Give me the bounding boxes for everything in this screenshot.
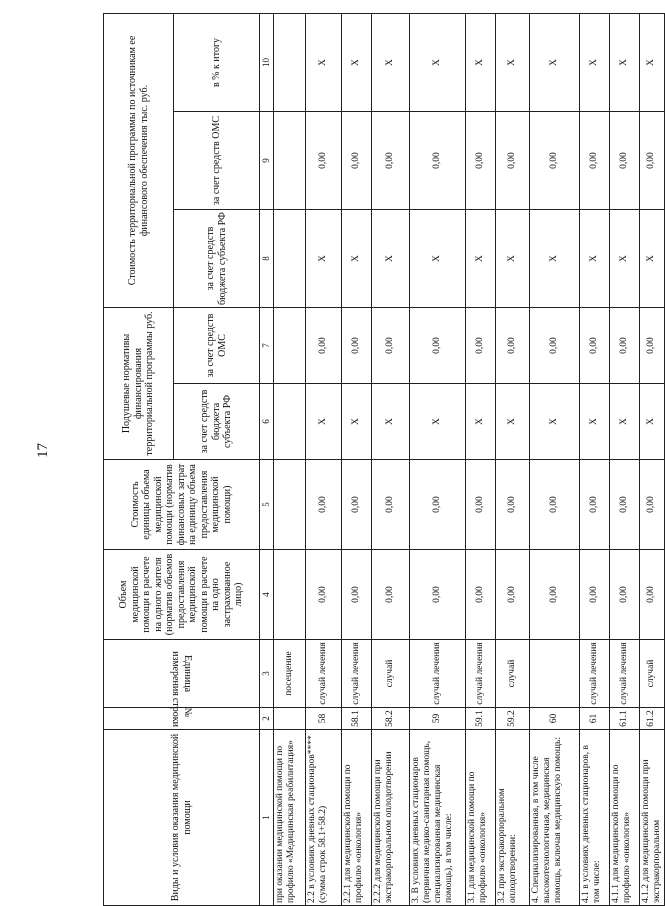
row-unit: случай лечения	[610, 640, 640, 708]
table-row	[274, 13, 306, 905]
row-line-number	[274, 708, 306, 730]
row-value-col7: 0,00	[342, 308, 372, 384]
header-percent: в % к итогу	[174, 13, 260, 111]
row-value-col8: Х	[466, 210, 496, 308]
row-value-col9: 0,00	[306, 112, 342, 210]
row-value-col8: Х	[372, 210, 410, 308]
row-line-number: 59.2	[496, 708, 530, 730]
row-value-col7: 0,00	[410, 308, 466, 384]
row-unit: случай лечения	[342, 640, 372, 708]
rotated-table-frame	[103, 14, 662, 906]
row-value-col4: 0,00	[466, 550, 496, 640]
column-number-3: 3	[260, 640, 274, 708]
row-value-col6: Х	[530, 384, 580, 460]
row-unit: случай	[496, 640, 530, 708]
row-value-col4: 0,00	[610, 550, 640, 640]
column-number-1: 1	[260, 730, 274, 906]
row-value-col9: 0,00	[342, 112, 372, 210]
row-unit: посещение	[274, 640, 306, 708]
table-sheet	[103, 14, 662, 906]
row-value-col9	[274, 112, 306, 210]
row-value-col10: Х	[530, 13, 580, 111]
table-row	[372, 13, 410, 905]
row-value-col5: 0,00	[372, 460, 410, 550]
row-line-number: 58	[306, 708, 342, 730]
row-value-col10: Х	[610, 13, 640, 111]
row-line-number: 58.2	[372, 708, 410, 730]
table-row	[530, 13, 580, 905]
table-row	[342, 13, 372, 905]
row-unit: случай лечения	[580, 640, 610, 708]
table-row	[610, 13, 640, 905]
column-numbers-row	[260, 13, 274, 905]
row-value-col4: 0,00	[580, 550, 610, 640]
row-value-col5: 0,00	[496, 460, 530, 550]
row-value-col6: Х	[342, 384, 372, 460]
row-value-col10: Х	[342, 13, 372, 111]
row-label: 4.1.1 для медицинской помощи по профилю «онкология»	[610, 730, 640, 906]
row-value-col6: Х	[580, 384, 610, 460]
row-value-col7: 0,00	[640, 308, 665, 384]
header-program-cost-group: Стоимость территориальной программы по источникам ее финансового обеспечения тыс. руб.	[104, 13, 174, 307]
row-value-col8: Х	[410, 210, 466, 308]
row-value-col7	[274, 308, 306, 384]
row-value-col4: 0,00	[530, 550, 580, 640]
row-label: 4.1 в условиях дневных стационаров, в том числе:	[580, 730, 610, 906]
column-number-10: 10	[260, 13, 274, 111]
row-value-col10: Х	[410, 13, 466, 111]
row-value-col4: 0,00	[372, 550, 410, 640]
row-label: 3. В условиях дневных стационаров (первичная медико-санитарная помощь, специализированная медицинская помощь), в том числе:	[410, 730, 466, 906]
row-value-col7: 0,00	[496, 308, 530, 384]
row-unit	[530, 640, 580, 708]
row-value-col4: 0,00	[496, 550, 530, 640]
table-row	[410, 13, 466, 905]
header-per-capita-budget: за счет средств бюджета субъекта РФ	[174, 384, 260, 460]
header-volume: Объем медицинской помощи в расчете на одного жителя (норматив объемов предоставления медицинской помощи в расчете на одно застрахованное лицо)	[104, 550, 260, 640]
column-number-7: 7	[260, 308, 274, 384]
row-label: 2.2.1 для медицинской помощи по профилю «онкология»	[342, 730, 372, 906]
row-value-col9: 0,00	[640, 112, 665, 210]
row-value-col9: 0,00	[580, 112, 610, 210]
header-line-number-text: № строки	[170, 697, 193, 727]
row-value-col6: Х	[372, 384, 410, 460]
table-row	[306, 13, 342, 905]
table-row	[640, 13, 665, 905]
table-row	[496, 13, 530, 905]
row-unit: случай лечения	[466, 640, 496, 708]
row-value-col5: 0,00	[306, 460, 342, 550]
row-label: 3.2 при экстракорпоральном оплодотворении:	[496, 730, 530, 906]
row-value-col10: Х	[496, 13, 530, 111]
row-value-col6: Х	[610, 384, 640, 460]
row-value-col7: 0,00	[466, 308, 496, 384]
row-label: 2.2.2 для медицинской помощи при экстракорпоральном оплодотворении	[372, 730, 410, 906]
table-row	[466, 13, 496, 905]
row-value-col6: Х	[466, 384, 496, 460]
header-line-number	[104, 697, 260, 730]
column-number-8: 8	[260, 210, 274, 308]
header-unit-cost: Стоимость единицы объема медицинской помощи (норматив финансовых затрат на единицу объема предоставления медицинской помощи)	[104, 460, 260, 550]
row-line-number: 59	[410, 708, 466, 730]
row-label: 3.1 для медицинской помощи по профилю «онкология»	[466, 730, 496, 906]
row-value-col6	[274, 384, 306, 460]
row-value-col9: 0,00	[410, 112, 466, 210]
page-number: 17	[35, 443, 51, 458]
row-value-col9: 0,00	[466, 112, 496, 210]
row-value-col5: 0,00	[580, 460, 610, 550]
row-value-col6: Х	[496, 384, 530, 460]
row-value-col6: Х	[640, 384, 665, 460]
header-unit-text: Единица измерения	[170, 651, 193, 696]
row-value-col9: 0,00	[530, 112, 580, 210]
header-kinds: Виды и условия оказания медицинской помощи	[104, 730, 260, 906]
row-line-number: 61.2	[640, 708, 665, 730]
row-value-col5: 0,00	[610, 460, 640, 550]
row-line-number: 61	[580, 708, 610, 730]
table-row	[580, 13, 610, 905]
row-value-col10: Х	[306, 13, 342, 111]
row-unit: случай	[372, 640, 410, 708]
row-value-col5	[274, 460, 306, 550]
row-value-col10: Х	[640, 13, 665, 111]
row-value-col4	[274, 550, 306, 640]
row-value-col8: Х	[640, 210, 665, 308]
row-unit: случай лечения	[410, 640, 466, 708]
row-label: 4. Специализированная, в том числе высокотехнологичная, медицинская помощь, включая медицинскую помощь:	[530, 730, 580, 906]
row-line-number: 58.1	[342, 708, 372, 730]
row-line-number: 59.1	[466, 708, 496, 730]
row-value-col10	[274, 13, 306, 111]
financing-table	[103, 13, 665, 906]
header-per-capita-oms: за счет средств ОМС	[174, 308, 260, 384]
row-value-col4: 0,00	[410, 550, 466, 640]
row-label: при оказании медицинской помощи по профилю «Медицинская реабилитация»	[274, 730, 306, 906]
header-per-capita-group: Подушевые нормативы финансирования территориальной программы руб.	[104, 308, 174, 460]
row-unit: случай лечения	[306, 640, 342, 708]
row-value-col9: 0,00	[610, 112, 640, 210]
row-value-col8: Х	[530, 210, 580, 308]
row-value-col9: 0,00	[496, 112, 530, 210]
row-value-col8: Х	[580, 210, 610, 308]
row-label: 4.1.2 для медицинской помощи при экстракорпоральном	[640, 730, 665, 906]
row-label: 2.2 в условиях дневных стационаров**** (сумма строк 58.1+58.2)	[306, 730, 342, 906]
row-value-col10: Х	[466, 13, 496, 111]
row-line-number: 61.1	[610, 708, 640, 730]
row-value-col4: 0,00	[306, 550, 342, 640]
row-value-col5: 0,00	[640, 460, 665, 550]
row-value-col7: 0,00	[372, 308, 410, 384]
column-number-9: 9	[260, 112, 274, 210]
header-unit	[104, 640, 260, 708]
row-value-col5: 0,00	[410, 460, 466, 550]
row-value-col8: Х	[306, 210, 342, 308]
row-value-col10: Х	[580, 13, 610, 111]
row-unit: случай	[640, 640, 665, 708]
header-cost-budget: за счет средств бюджета субъекта РФ	[174, 210, 260, 308]
row-value-col8: Х	[610, 210, 640, 308]
row-value-col10: Х	[372, 13, 410, 111]
row-value-col7: 0,00	[306, 308, 342, 384]
row-value-col8: Х	[342, 210, 372, 308]
row-value-col8	[274, 210, 306, 308]
column-number-6: 6	[260, 384, 274, 460]
row-value-col4: 0,00	[640, 550, 665, 640]
row-value-col5: 0,00	[530, 460, 580, 550]
table-body	[274, 13, 665, 905]
row-value-col7: 0,00	[530, 308, 580, 384]
row-value-col5: 0,00	[466, 460, 496, 550]
column-number-4: 4	[260, 550, 274, 640]
row-value-col5: 0,00	[342, 460, 372, 550]
column-number-5: 5	[260, 460, 274, 550]
row-value-col9: 0,00	[372, 112, 410, 210]
column-number-2: 2	[260, 708, 274, 730]
header-cost-oms: за счет средств ОМС	[174, 112, 260, 210]
row-line-number: 60	[530, 708, 580, 730]
row-value-col4: 0,00	[342, 550, 372, 640]
row-value-col6: Х	[410, 384, 466, 460]
row-value-col8: Х	[496, 210, 530, 308]
row-value-col7: 0,00	[610, 308, 640, 384]
row-value-col6: Х	[306, 384, 342, 460]
row-value-col7: 0,00	[580, 308, 610, 384]
